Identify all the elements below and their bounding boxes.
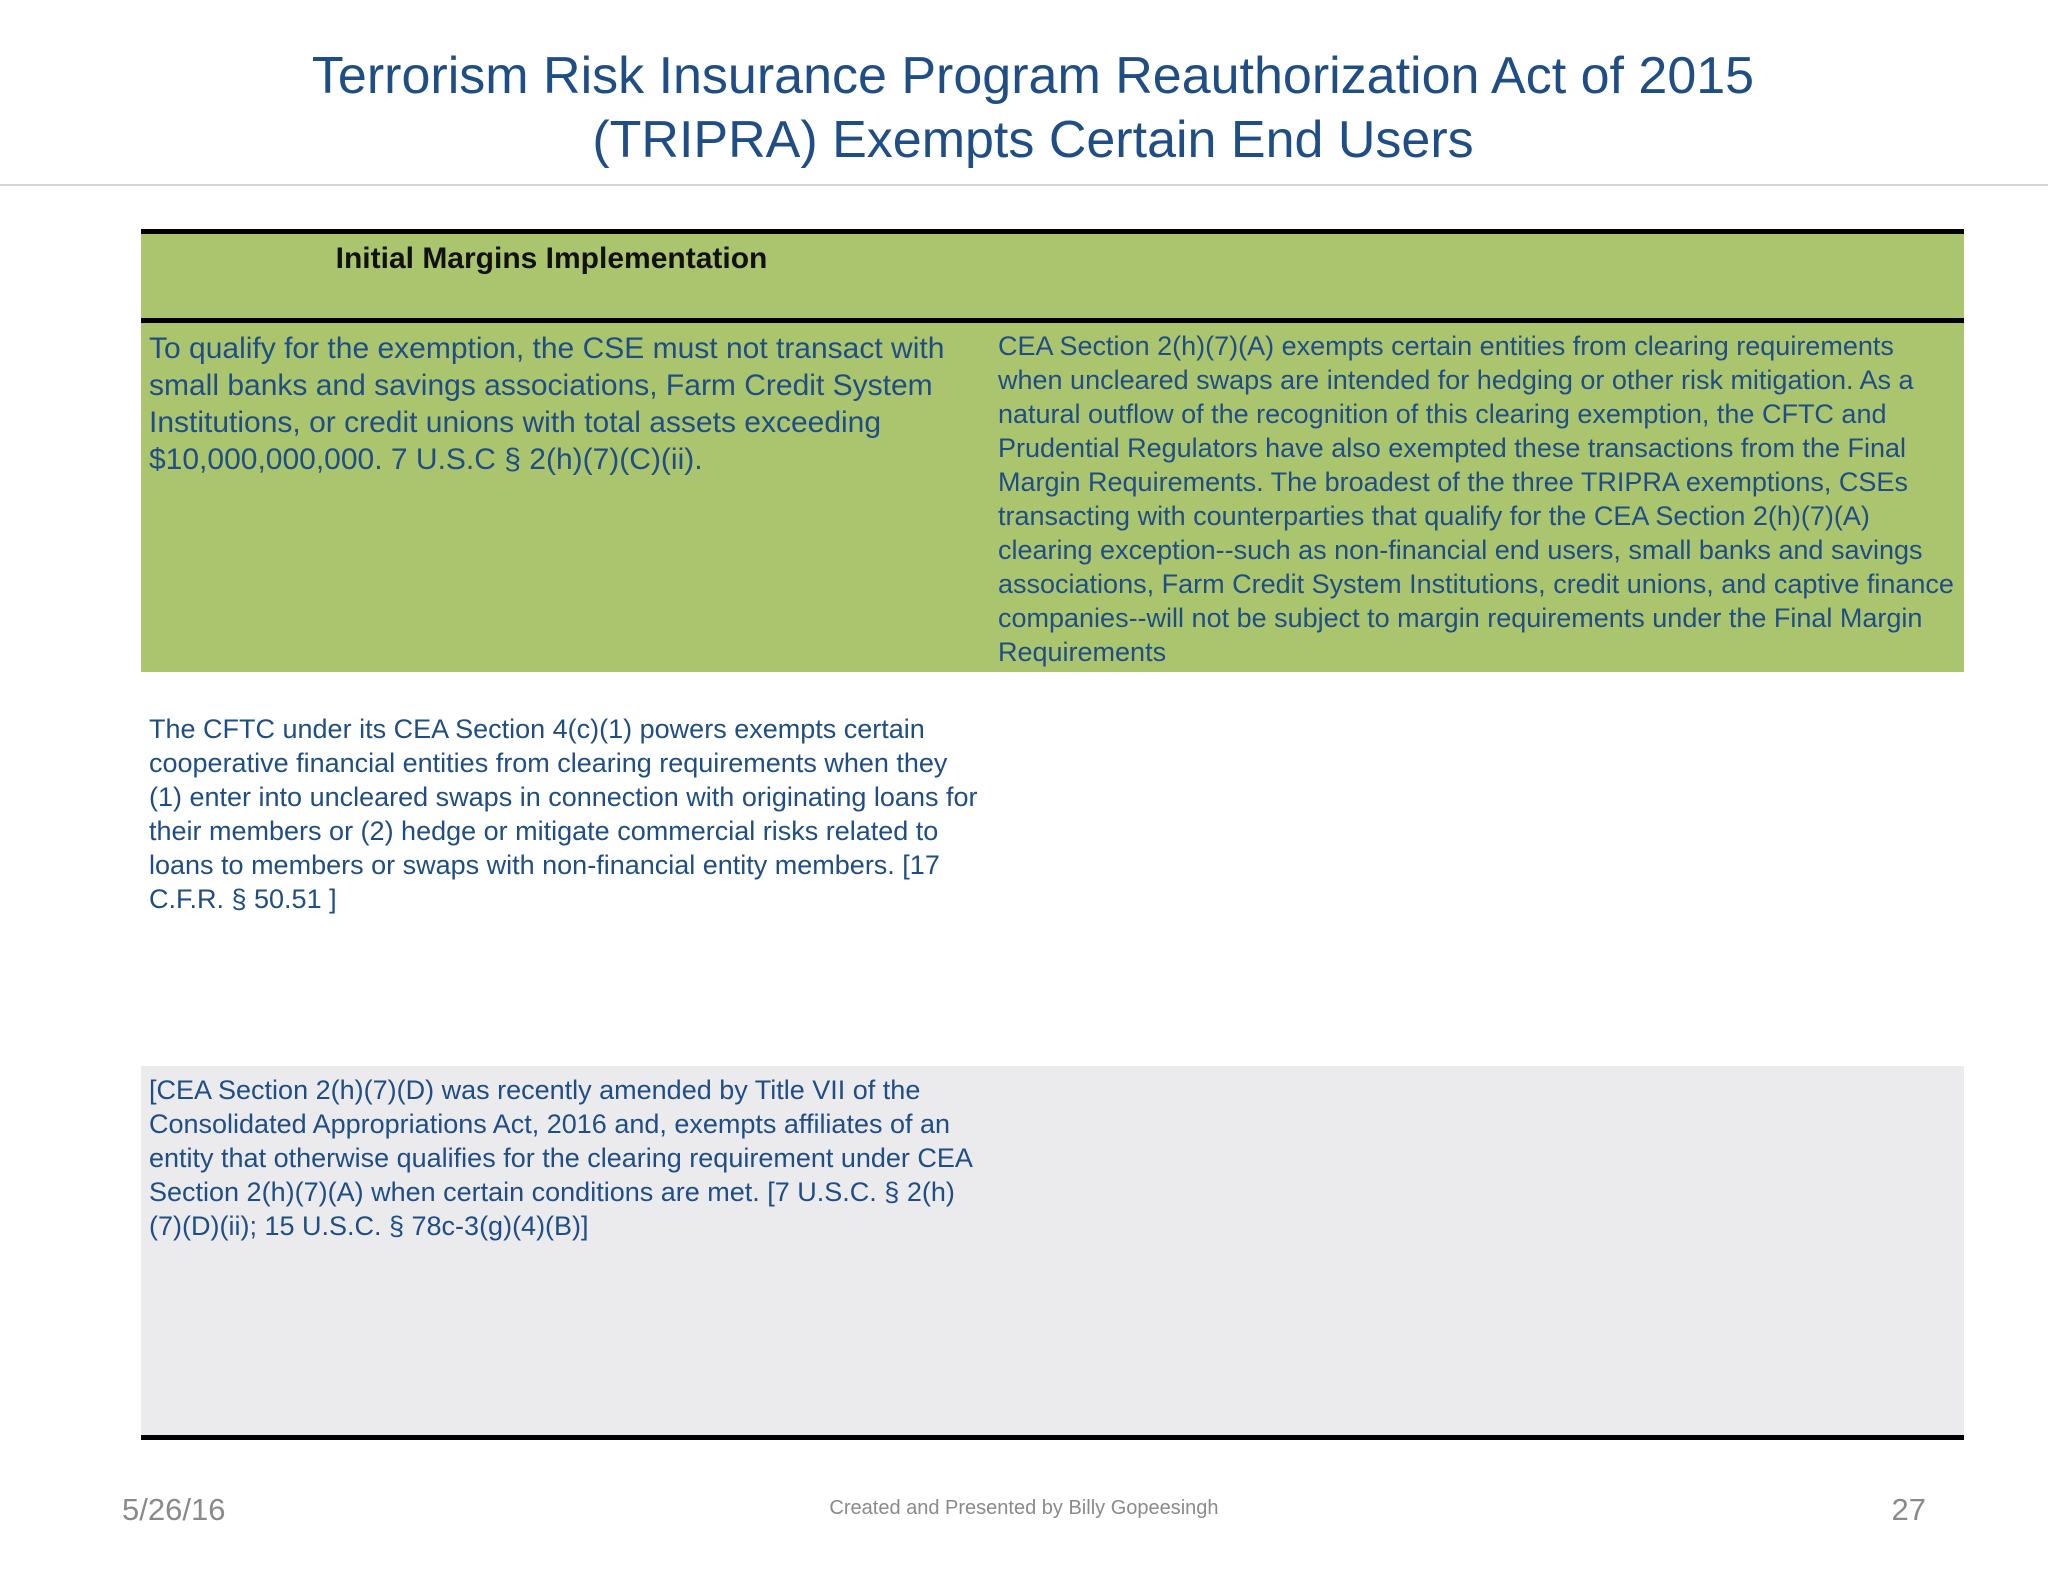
- slide-page-number: 27: [1891, 1492, 1926, 1527]
- table-cell-col1: To qualify for the exemption, the CSE must not transact with small banks and savings associations, Farm Credit System Institutions, or credit unions with total assets exceeding $10,000,000,000. 7 U.S.C § 2(h)(7)(C)(ii).: [149, 332, 945, 476]
- margins-table: [141, 229, 1964, 1440]
- slide-title-line-2: (TRIPRA) Exempts Certain End Users: [592, 111, 1474, 169]
- table-cell-col1: The CFTC under its CEA Section 4(c)(1) powers exempts certain cooperative financial entities from clearing requirements when they (1) enter into uncleared swaps in connection with originating loans for their members or (2) hedge or mitigate commercial risks related to loans to members or swaps with non-financial entity members. [17 C.F.R. § 50.51 ]: [149, 714, 978, 914]
- table-row: [141, 323, 1964, 672]
- footer-date: 5/26/16: [122, 1492, 226, 1527]
- title-divider: [0, 184, 2048, 186]
- table-header-cell: Initial Margins Implementation: [335, 242, 768, 275]
- table-row: [141, 1066, 1964, 1435]
- slide-title-line-1: Terrorism Risk Insurance Program Reauthorization Act of 2015: [311, 47, 1755, 105]
- table-cell-col1: [CEA Section 2(h)(7)(D) was recently amended by Title VII of the Consolidated Appropriations Act, 2016 and, exempts affiliates of an entity that otherwise qualifies for the clearing requirement under CEA Section 2(h)(7)(A) when certain conditions are met. [7 U.S.C. § 2(h)(7)(D)(ii); 15 U.S.C. § 78c-3(g)(4)(B)]: [149, 1075, 972, 1241]
- footer-credit: Created and Presented by Billy Gopeesingh: [829, 1497, 1219, 1519]
- slide-title: [0, 44, 2048, 172]
- table-row: [141, 672, 1964, 1066]
- table-bottom-rule: [141, 1435, 1964, 1440]
- table-cell-col2: CEA Section 2(h)(7)(A) exempts certain entities from clearing requirements when uncleared swaps are intended for hedging or other risk mitigation. As a natural outflow of the recognition of this clearing exemption, the CFTC and Prudential Regulators have also exempted these transactions from the Final Margin Requirements. The broadest of the three TRIPRA exemptions, CSEs transacting with counterparties that qualify for the CEA Section 2(h)(7)(A) clearing exception--such as non-financial end users, small banks and savings associations, Farm Credit System Institutions, credit unions, and captive finance companies--will not be subject to margin requirements under the Final Margin Requirements: [998, 331, 1954, 667]
- table-header-row: [141, 234, 1964, 318]
